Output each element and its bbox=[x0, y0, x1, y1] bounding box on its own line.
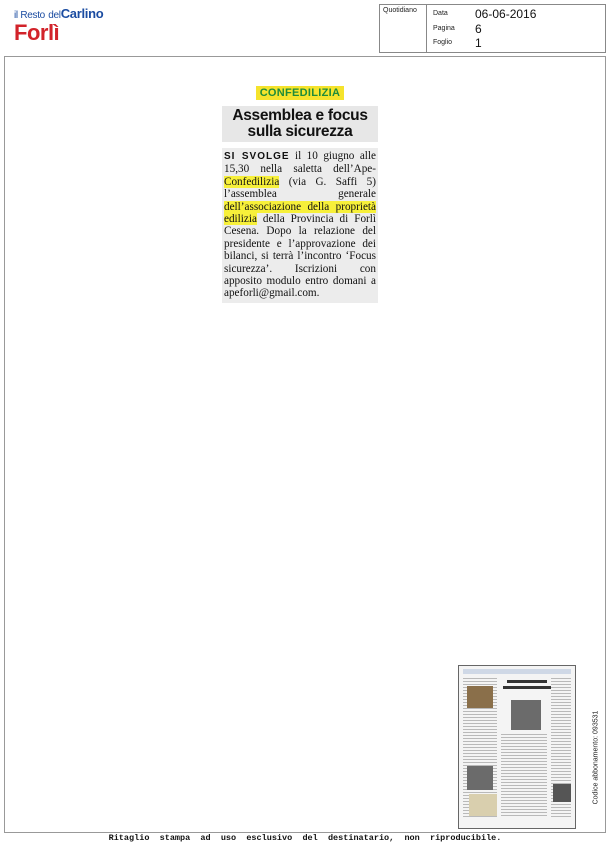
thumb-photo bbox=[467, 686, 493, 708]
publication-type-box bbox=[379, 4, 426, 53]
thumb-header-bar bbox=[463, 669, 571, 674]
meta-row-data bbox=[431, 7, 601, 21]
meta-value: 1 bbox=[475, 36, 482, 50]
masthead-word-carlino: Carlino bbox=[60, 6, 104, 21]
thumb-photo bbox=[467, 766, 493, 790]
masthead-word-resto: il Resto bbox=[14, 10, 45, 21]
meta-row-foglio bbox=[431, 36, 601, 50]
article-headline bbox=[222, 106, 378, 142]
meta-box bbox=[426, 4, 606, 53]
body-text-2: (via G. Saffi 5) l’assemblea generale bbox=[224, 175, 376, 201]
thumb-headline bbox=[507, 680, 547, 683]
footer-disclaimer: Ritaglio stampa ad uso esclusivo del destinatario, non riproducibile. bbox=[108, 833, 502, 843]
thumb-column bbox=[501, 734, 547, 818]
headline-line-2: sulla sicurezza bbox=[247, 123, 353, 140]
body-text-1: il 10 giugno alle 15,30 nella saletta dell’Ape- bbox=[224, 150, 376, 176]
publication-type-label: Quotidiano bbox=[383, 7, 417, 14]
page-thumbnail bbox=[458, 665, 576, 829]
meta-key: Pagina bbox=[433, 25, 455, 32]
headline-line-1: Assemblea e focus bbox=[232, 107, 368, 124]
subscription-code-text: Codice abbonamento: 093531 bbox=[592, 710, 600, 805]
meta-row-pagina bbox=[431, 22, 601, 36]
meta-value: 06-06-2016 bbox=[475, 7, 537, 21]
kicker-wrap bbox=[222, 83, 378, 99]
meta-value: 6 bbox=[475, 22, 482, 36]
meta-key: Foglio bbox=[433, 39, 453, 46]
article-lead: SI SVOLGE bbox=[224, 151, 290, 162]
subscription-code bbox=[590, 700, 602, 820]
meta-key: Data bbox=[433, 10, 448, 17]
article-clipping bbox=[222, 83, 378, 303]
thumb-ad bbox=[469, 794, 497, 816]
article-kicker: CONFEDILIZIA bbox=[256, 86, 345, 100]
body-text-3: della Provincia di Forlì Cesena. Dopo la relazione del presidente e l’approvazione dei bilanci, si terrà l’incontro ‘Focus sicurezza’. Iscrizioni con apposito modulo entro domani a apeforli@gmail.com. bbox=[224, 213, 376, 300]
masthead-word-del: del bbox=[48, 10, 61, 21]
newspaper-masthead bbox=[14, 6, 154, 52]
highlight-confedilizia: Confedilizia bbox=[224, 175, 280, 188]
masthead-city: Forlì bbox=[14, 20, 60, 45]
article-body bbox=[222, 148, 378, 303]
thumb-photo bbox=[553, 784, 571, 802]
highlight-associazione: dell’associazione della proprietà edilizia bbox=[224, 200, 376, 226]
thumb-photo bbox=[511, 700, 541, 730]
masthead-title bbox=[14, 6, 154, 21]
thumb-headline bbox=[503, 686, 551, 689]
